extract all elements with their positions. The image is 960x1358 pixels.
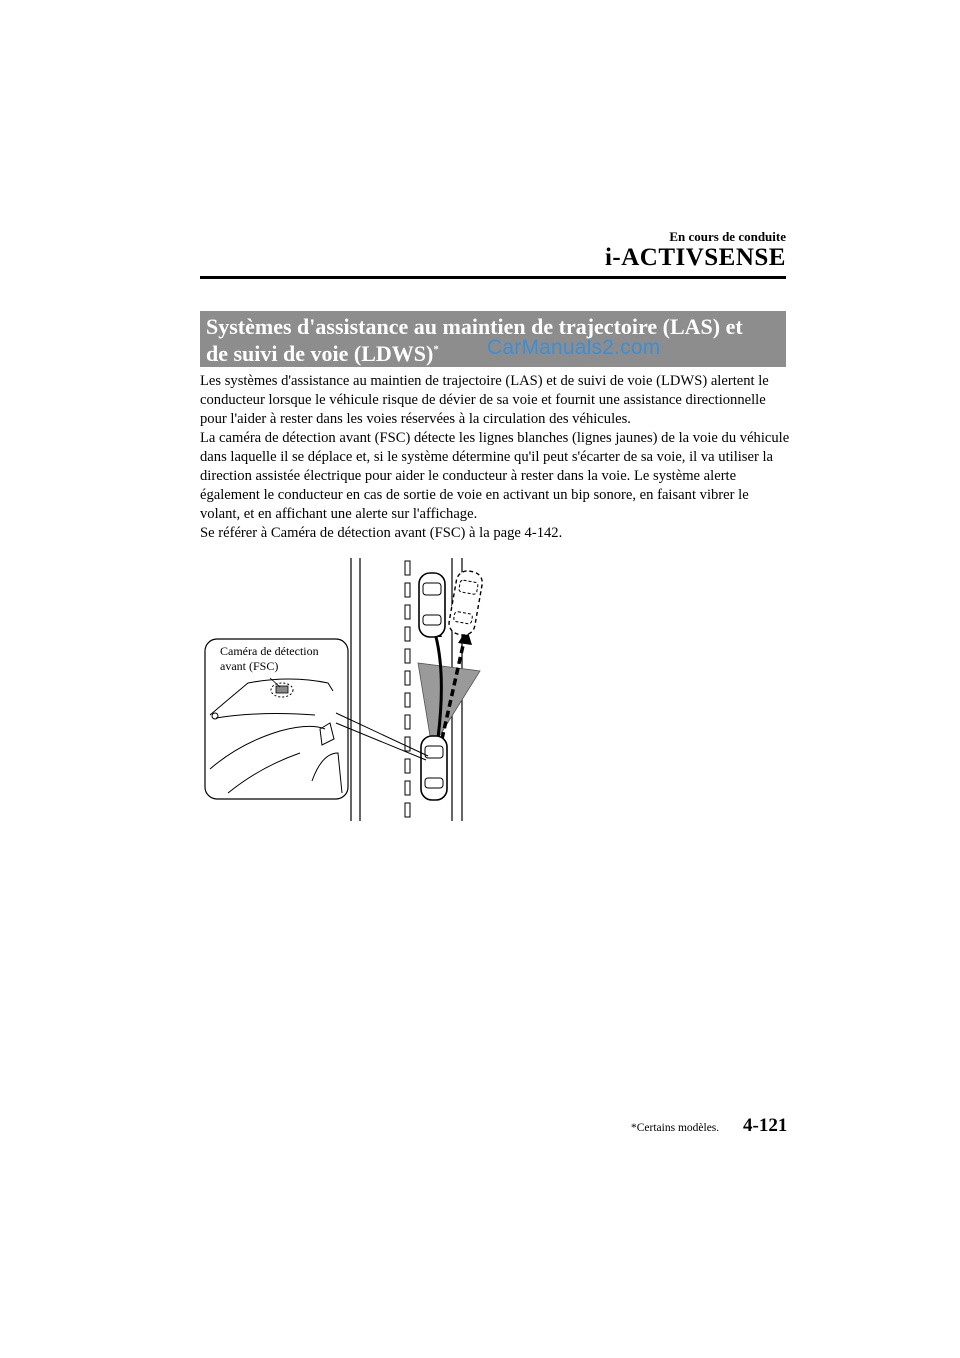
- watermark-text: CarManuals2.com: [487, 336, 661, 359]
- car-bottom: [421, 736, 447, 800]
- section-title-line1: Systèmes d'assistance au maintien de trajectoire (LAS) et: [206, 314, 743, 339]
- paragraph-reference: Se référer à Caméra de détection avant (FSC) à la page 4-142.: [200, 525, 563, 541]
- car-top-deviated: [447, 569, 484, 637]
- car-top-corrected: [419, 573, 445, 637]
- callout-leader-lines: [336, 713, 428, 760]
- section-title-asterisk: *: [433, 343, 439, 356]
- paragraph-camera: La caméra de détection avant (FSC) détecte les lignes blanches (lignes jaunes) de la voie du véhicule dans laquelle il se déplace et, si le système détermine qu'il peut s'écarter de sa voie, il va utiliser la direction assistée électrique pour aider le conducteur à rester dans la voie. Le système alerte également le conducteur en cas de sortie de voie en activant un bip sonore, en faisant vibrer le volant, et en affichant une alerte sur l'affichage.: [200, 430, 790, 522]
- footnote: *Certains modèles.: [631, 1122, 720, 1134]
- callout-label-line2: avant (FSC): [220, 659, 279, 673]
- paragraph-intro: Les systèmes d'assistance au maintien de trajectoire (LAS) et de suivi de voie (LDWS) alertent le conducteur lorsque le véhicule risque de dévier de sa voie et fournit une assistance directionnelle pour l'aider à rester dans les voies réservées à la circulation des véhicules.: [200, 373, 769, 427]
- lane-keeping-illustration: [200, 553, 520, 825]
- header-divider: [200, 276, 786, 279]
- center-lane-dashes: [405, 561, 410, 817]
- body-text: [200, 372, 790, 543]
- chapter-header: En cours de conduite: [669, 229, 786, 244]
- section-header: i-ACTIVSENSE: [604, 244, 786, 271]
- section-title-line2-text: de suivi de voie (LDWS): [206, 341, 434, 366]
- page-number: 4-121: [743, 1115, 788, 1136]
- left-road-edge: [351, 558, 360, 821]
- callout-label-line1: Caméra de détection: [220, 644, 319, 658]
